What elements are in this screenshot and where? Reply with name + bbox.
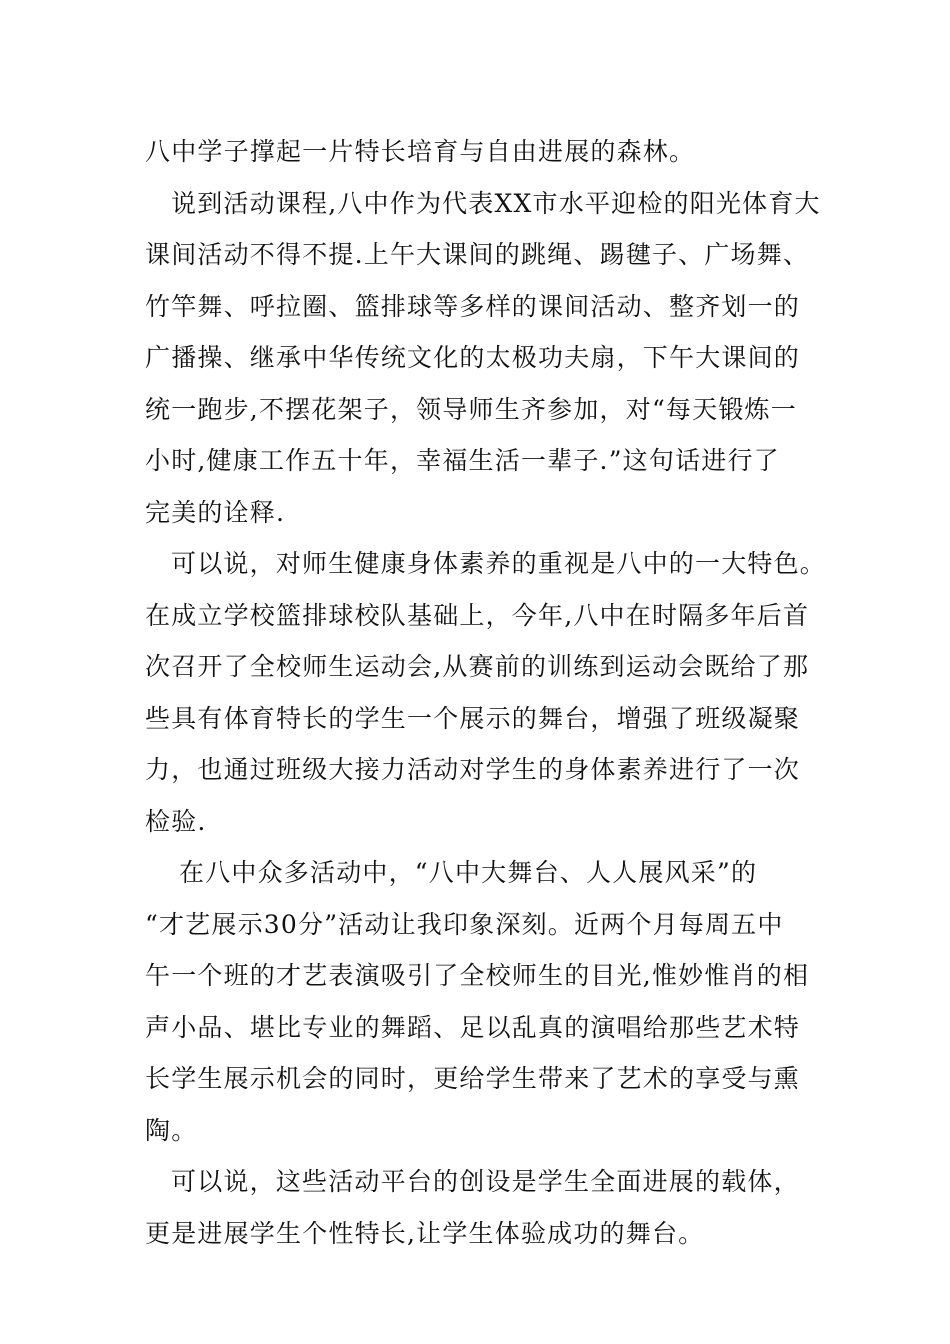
text-line: 次召开了全校师生运动会,从赛前的训练到运动会既给了那 [145, 652, 810, 681]
text-line: 统一跑步,不摆花架子，领导师生齐参加，对“每天锻炼一 [145, 394, 797, 424]
text-line: 完美的诠释. [145, 497, 286, 527]
text-line: 长学生展示机会的同时，更给学生带来了艺术的享受与熏 [145, 1064, 801, 1093]
document-body [145, 126, 827, 1259]
text-line: 检验. [145, 806, 207, 836]
text-line: 在成立学校篮排球校队基础上，今年,八中在时隔多年后首 [145, 600, 810, 630]
paragraph-start-line: 说到活动课程,八中作为代表XX市水平迎检的阳光体育大 [171, 188, 821, 218]
text-line: 力，也通过班级大接力活动对学生的身体素养进行了一次 [145, 755, 801, 784]
text-line: 竹竿舞、呼拉圈、篮排球等多样的课间活动、整齐划一的 [145, 291, 801, 321]
paragraph-start-line: 可以说，对师生健康身体素养的重视是八中的一大特色。 [171, 549, 827, 578]
text-line: 声小品、堪比专业的舞蹈、足以乱真的演唱给那些艺术特 [145, 1012, 801, 1042]
paragraph-start-line: 可以说，这些活动平台的创设是学生全面进展的载体， [171, 1167, 800, 1196]
text-line: 广播操、继承中华传统文化的太极功夫扇，下午大课间的 [145, 343, 801, 372]
paragraph-start-line: 在八中众多活动中，“八中大舞台、人人展风采”的 [179, 858, 758, 887]
text-line: 些具有体育特长的学生一个展示的舞台，增强了班级凝聚 [145, 703, 801, 733]
text-line: 陶。 [145, 1115, 198, 1145]
text-line: 课间活动不得不提.上午大课间的跳绳、踢毽子、广场舞、 [145, 240, 810, 269]
text-line: 更是进展学生个性特长,让学生体验成功的舞台。 [145, 1218, 705, 1248]
text-line: 小时,健康工作五十年，幸福生活一辈子.”这句话进行了 [145, 446, 780, 475]
text-line: 八中学子撑起一片特长培育与自由进展的森林。 [145, 137, 696, 166]
text-line: “才艺展示30分”活动让我印象深刻。近两个月每周五中 [145, 909, 784, 939]
text-line: 午一个班的才艺表演吸引了全校师生的目光,惟妙惟肖的相 [145, 961, 810, 990]
